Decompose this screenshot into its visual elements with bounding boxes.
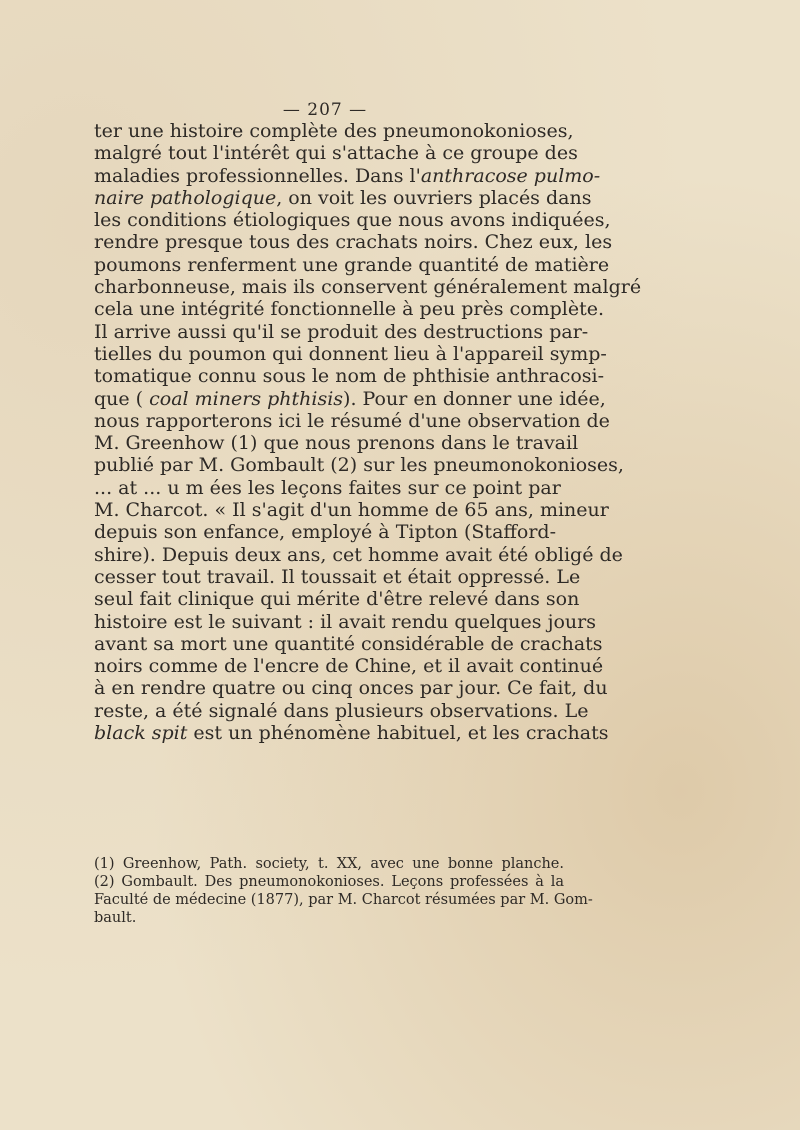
text-line: que ( coal miners phthisis). Pour en donner une idée, xyxy=(94,387,606,410)
text-line: poumons renferment une grande quantité de matière xyxy=(94,253,610,276)
text-line: black spit est un phénomène habituel, et les crachats xyxy=(94,722,609,745)
text-line: maladies professionnelles. Dans l'anthracose pulmo- xyxy=(94,164,601,187)
footnote-2: (2) Gombault. Des pneumonokonioses. Leçons professées à la xyxy=(94,874,564,890)
text-line: cela une intégrité fonctionnelle à peu près complète. xyxy=(94,298,605,321)
text-line: cesser tout travail. Il toussait et était oppressé. Le xyxy=(94,565,581,588)
text-line: seul fait clinique qui mérite d'être relevé dans son xyxy=(94,588,580,611)
text-line: tomatique connu sous le nom de phthisie anthracosi- xyxy=(94,365,605,388)
footnote-1: (1) Greenhow, Path. society, t. XX, avec une bonne planche. xyxy=(94,856,564,872)
footnote-2-end: bault. xyxy=(94,910,137,926)
text-line: Il arrive aussi qu'il se produit des destructions par- xyxy=(94,320,589,343)
text-line: ter une histoire complète des pneumonokonioses, xyxy=(94,120,574,142)
text-line: M. Charcot. « Il s'agit d'un homme de 65 ans, mineur xyxy=(94,499,609,522)
text-line: nous rapporterons ici le résumé d'une observation de xyxy=(94,409,610,432)
text-line: shire). Depuis deux ans, cet homme avait été obligé de xyxy=(94,543,623,566)
text-line: tielles du poumon qui donnent lieu à l'appareil symp- xyxy=(94,342,607,365)
text-line: publié par M. Gombault (2) sur les pneumonokonioses, xyxy=(94,454,624,477)
body-text xyxy=(94,120,642,745)
text-line: naire pathologique, on voit les ouvriers placés dans xyxy=(94,186,592,209)
text-line: avant sa mort une quantité considérable de crachats xyxy=(94,632,603,655)
text-line: ... at ... u m ées les leçons faites sur ce point par xyxy=(94,476,561,499)
text-line: rendre presque tous des crachats noirs. Chez eux, les xyxy=(94,231,613,254)
text-line: les conditions étiologiques que nous avons indiquées, xyxy=(94,209,611,232)
text-line: reste, a été signalé dans plusieurs observations. Le xyxy=(94,699,589,722)
footnotes xyxy=(94,855,593,927)
text-line: M. Greenhow (1) que nous prenons dans le travail xyxy=(94,432,579,455)
text-line: à en rendre quatre ou cinq onces par jour. Ce fait, du xyxy=(94,677,608,700)
text-line: charbonneuse, mais ils conservent généralement malgré xyxy=(94,276,642,299)
page-number: — 207 — xyxy=(282,100,368,120)
footnote-2-continued: Faculté de médecine (1877), par M. Charcot résumées par M. Gom- xyxy=(94,892,593,908)
text-line: noirs comme de l'encre de Chine, et il avait continué xyxy=(94,655,604,678)
text-line: histoire est le suivant : il avait rendu quelques jours xyxy=(94,610,596,633)
text-line: malgré tout l'intérêt qui s'attache à ce groupe des xyxy=(94,142,578,165)
text-line: depuis son enfance, employé à Tipton (Stafford- xyxy=(94,521,556,544)
